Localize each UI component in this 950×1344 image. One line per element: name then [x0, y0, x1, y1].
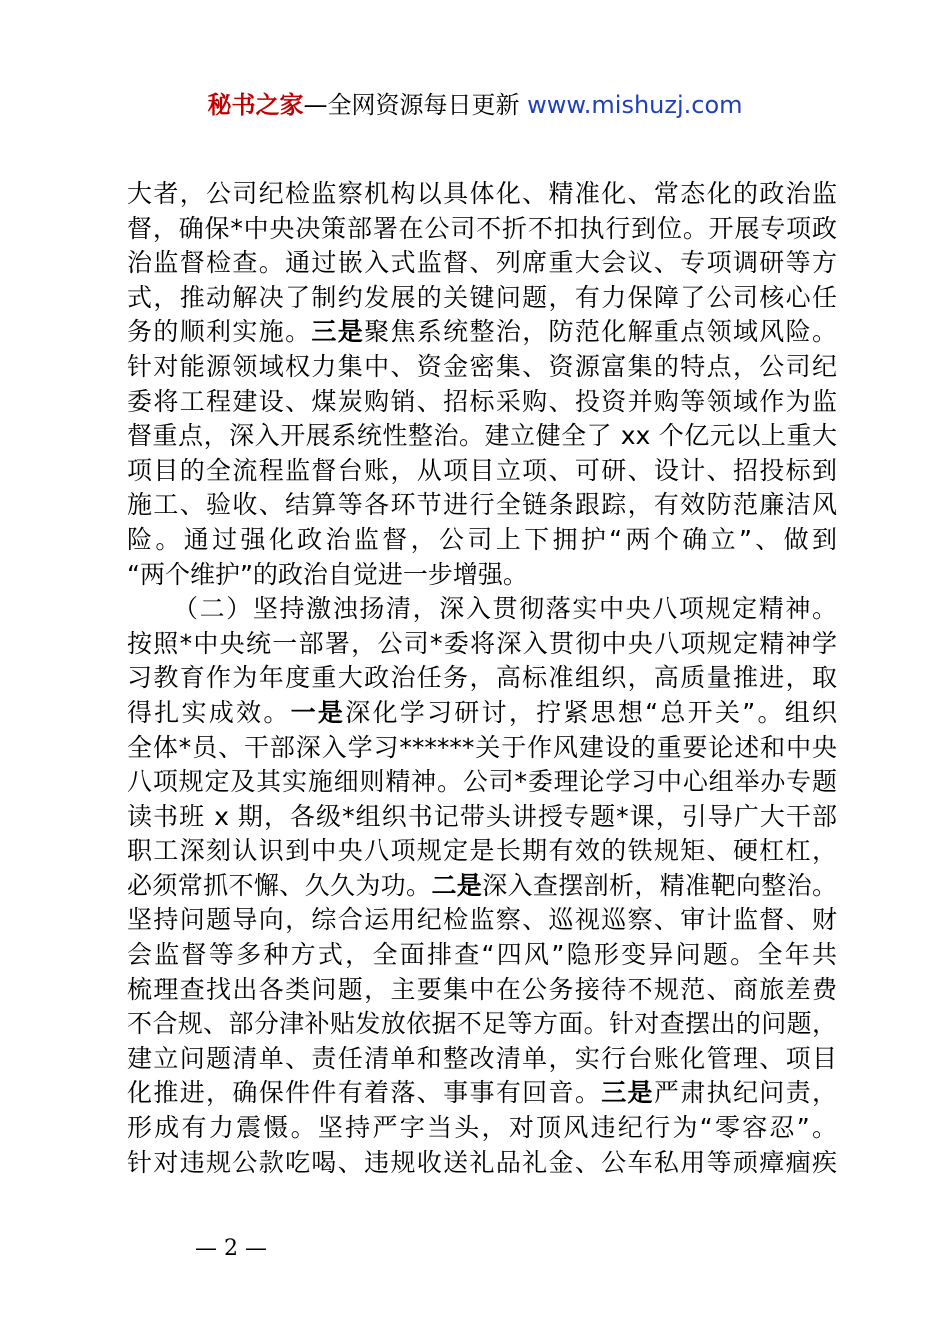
- body-line: “两个维护”的政治自觉进一步增强。: [127, 559, 528, 589]
- body-line: 式，推动解决了制约发展的关键问题，有力保障了公司核心任: [127, 282, 837, 312]
- body-line: 大者，公司纪检监察机构以具体化、精准化、常态化的政治监: [127, 179, 837, 208]
- body-line: 务的顺利实施。三是聚焦系统整治，防范化解重点领域风险。: [127, 317, 837, 347]
- document-body: [127, 177, 837, 1180]
- body-line: 坚持问题导向，综合运用纪检监察、巡视巡察、审计监督、财: [127, 905, 837, 935]
- site-url-link[interactable]: www.mishuzj.com: [527, 91, 743, 119]
- site-brand: 秘书之家: [207, 91, 304, 119]
- emphasis-label: 一是: [290, 697, 346, 727]
- body-line: 督重点，深入开展系统性整治。建立健全了 xx 个亿元以上重大: [127, 421, 837, 451]
- body-line: 督，确保*中央决策部署在公司不折不扣执行到位。开展专项政: [127, 213, 837, 243]
- body-line: 梳理查找出各类问题，主要集中在公务接待不规范、商旅差费: [127, 974, 837, 1004]
- body-line: 化推进，确保件件有着落、事事有回音。三是严肃执纪问责，: [127, 1078, 837, 1108]
- body-line: 得扎实成效。一是深化学习研讨，拧紧思想“总开关”。组织: [127, 697, 837, 727]
- body-line: 针对能源领域权力集中、资金密集、资源富集的特点，公司纪: [127, 351, 837, 381]
- body-line: 治监督检查。通过嵌入式监督、列席重大会议、专项调研等方: [127, 248, 837, 278]
- body-line: 职工深刻认识到中央八项规定是长期有效的铁规矩、硬杠杠，: [127, 836, 837, 866]
- body-line: 按照*中央统一部署，公司*委将深入贯彻中央八项规定精神学: [127, 628, 837, 658]
- body-line: 建立问题清单、责任清单和整改清单，实行台账化管理、项目: [127, 1043, 837, 1073]
- body-line: 针对违规公款吃喝、违规收送礼品礼金、公车私用等顽瘴痼疾: [127, 1147, 837, 1177]
- body-line: 必须常抓不懈、久久为功。二是深入查摆剖析，精准靶向整治。: [127, 870, 837, 900]
- body-line: 形成有力震慑。坚持严字当头，对顶风违纪行为“零容忍”。: [127, 1113, 837, 1143]
- emphasis-label: 二是: [431, 870, 483, 900]
- body-line: 不合规、部分津补贴发放依据不足等方面。针对查摆出的问题，: [127, 1009, 837, 1039]
- body-line: 施工、验收、结算等各环节进行全链条跟踪，有效防范廉洁风: [127, 490, 837, 520]
- body-line: 全体*员、干部深入学习******关于作风建设的重要论述和中央: [127, 732, 837, 762]
- body-line: 项目的全流程监督台账，从项目立项、可研、设计、招投标到: [127, 455, 837, 485]
- body-line: 八项规定及其实施细则精神。公司*委理论学习中心组举办专题: [127, 767, 837, 797]
- site-banner: [0, 90, 950, 120]
- emphasis-label: 三是: [601, 1078, 654, 1108]
- body-line: 会监督等多种方式，全面排查“四风”隐形变异问题。全年共: [127, 940, 837, 970]
- body-line: 读书班 x 期，各级*组织书记带头讲授专题*课，引导广大干部: [127, 801, 837, 831]
- emphasis-label: 三是: [311, 317, 365, 347]
- page-number: — 2 —: [195, 1236, 267, 1261]
- section-heading-line: （二）坚持激浊扬清，深入贯彻落实中央八项规定精神。: [173, 594, 837, 624]
- body-line: 习教育作为年度重大政治任务，高标准组织，高质量推进，取: [127, 663, 837, 693]
- site-tagline: —全网资源每日更新: [303, 91, 528, 119]
- body-line: 险。通过强化政治监督，公司上下拥护“两个确立”、做到: [127, 524, 837, 554]
- body-line: 委将工程建设、煤炭购销、招标采购、投资并购等领域作为监: [127, 386, 837, 416]
